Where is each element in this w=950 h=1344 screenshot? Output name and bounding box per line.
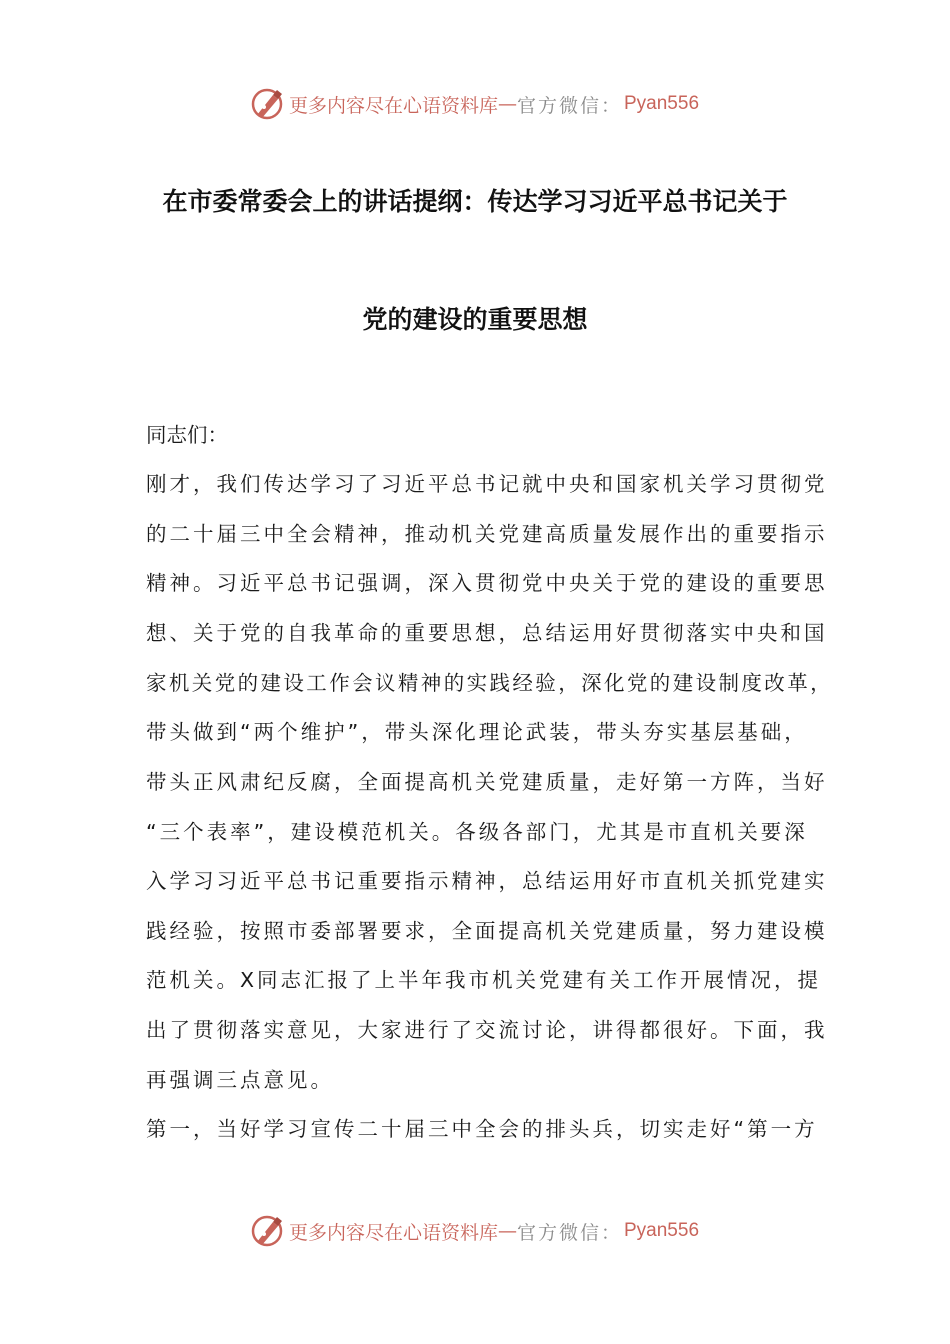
watermark-dash: — <box>497 93 517 115</box>
greeting: 同志们： <box>146 423 228 447</box>
body-line: 家机关党的建设工作会议精神的实践经验，深化党的建设制度改革， <box>146 671 833 695</box>
watermark-text: 更多内容尽在心语资料库 <box>288 94 498 117</box>
pen-logo-icon <box>251 1214 285 1248</box>
watermark-official-label: 官方微信： <box>516 1221 622 1244</box>
document-title-line-2: 党的建设的重要思想 <box>362 305 588 334</box>
body-line: 践经验，按照市委部署要求，全面提高机关党建质量，努力建设模 <box>146 919 828 943</box>
body-line: 精神。习近平总书记强调，深入贯彻党中央关于党的建设的重要思 <box>146 571 828 595</box>
body-line: 带头做到“两个维护”，带头深化理论武装，带头夯实基层基础， <box>146 720 808 744</box>
watermark-wechat-id: Pyan556 <box>624 93 700 114</box>
body-line: 想、关于党的自我革命的重要思想，总结运用好贯彻落实中央和国 <box>146 621 828 645</box>
body-line: 再强调三点意见。 <box>146 1068 334 1092</box>
document-title-line-1: 在市委常委会上的讲话提纲：传达学习习近平总书记关于 <box>162 187 788 216</box>
watermark-dash: — <box>497 1220 517 1242</box>
watermark-footer <box>0 1211 950 1251</box>
watermark-text: 更多内容尽在心语资料库 <box>288 1221 498 1244</box>
pen-logo-icon <box>251 87 285 121</box>
body-line: 第一，当好学习宣传二十届三中全会的排头兵，切实走好“第一方 <box>146 1117 818 1141</box>
body-line: 出了贯彻落实意见，大家进行了交流讨论，讲得都很好。下面，我 <box>146 1018 828 1042</box>
watermark-official-label: 官方微信： <box>516 94 622 117</box>
watermark-wechat-id: Pyan556 <box>624 1220 700 1241</box>
body-line: “三个表率”，建设模范机关。各级各部门，尤其是市直机关要深 <box>146 820 808 844</box>
body-line: 入学习习近平总书记重要指示精神，总结运用好市直机关抓党建实 <box>146 869 828 893</box>
body-line: 刚才，我们传达学习了习近平总书记就中央和国家机关学习贯彻党 <box>146 472 828 496</box>
body-line: 范机关。X同志汇报了上半年我市机关党建有关工作开展情况，提 <box>146 968 822 992</box>
body-line: 的二十届三中全会精神，推动机关党建高质量发展作出的重要指示 <box>146 522 828 546</box>
watermark-header <box>0 84 950 124</box>
body-line: 带头正风肃纪反腐，全面提高机关党建质量，走好第一方阵，当好 <box>146 770 828 794</box>
